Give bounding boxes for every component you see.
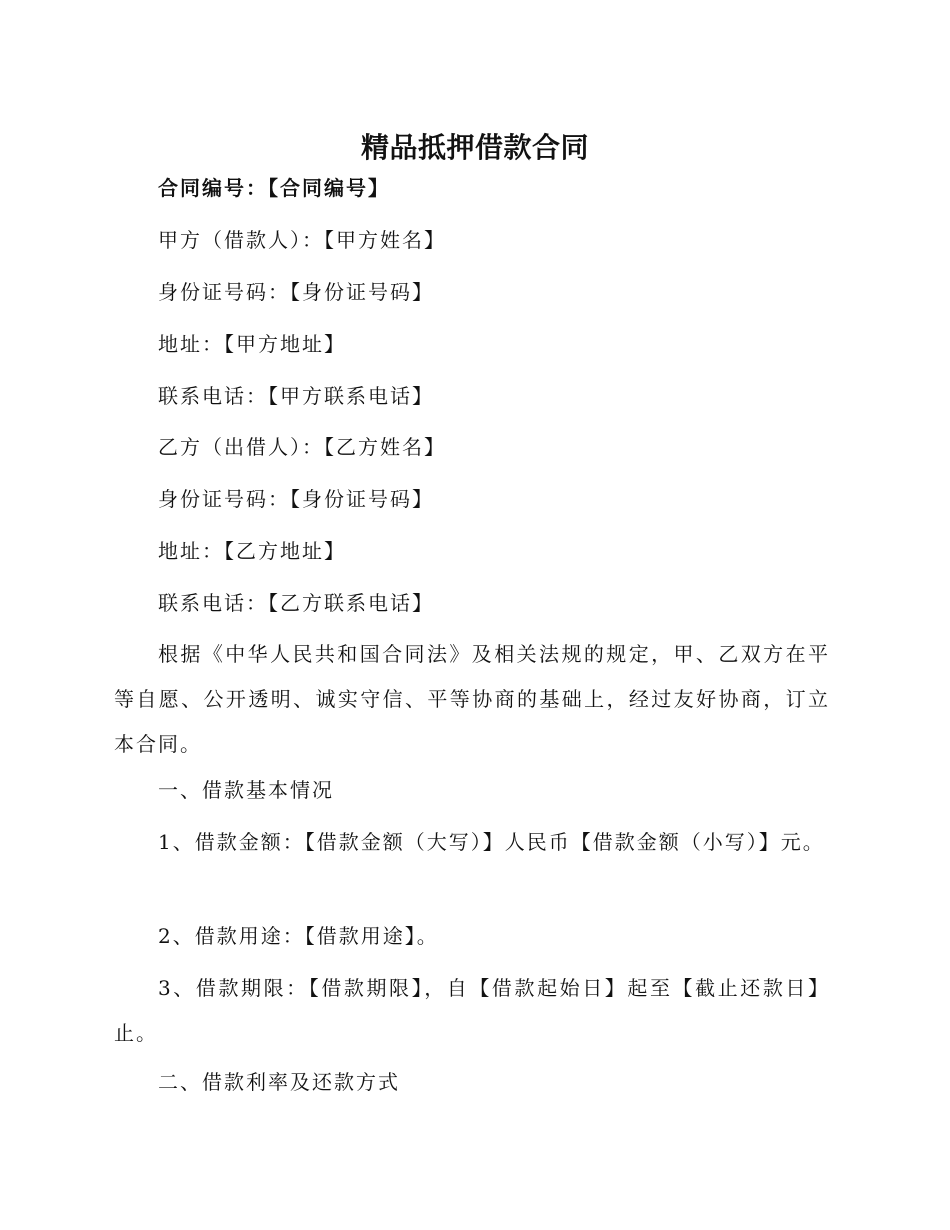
section-1-item-2: 2、借款用途：【借款用途】。 xyxy=(158,924,439,948)
document-title: 精品抵押借款合同 xyxy=(360,131,589,164)
party-b-phone: 联系电话：【乙方联系电话】 xyxy=(158,591,434,615)
section-1-heading: 一、借款基本情况 xyxy=(158,778,334,802)
section-1-item-1: 1、借款金额：【借款金额（大写）】人民币【借款金额（小写）】元。 xyxy=(158,830,825,854)
party-a-address: 地址：【甲方地址】 xyxy=(158,332,346,356)
section-2-heading: 二、借款利率及还款方式 xyxy=(158,1070,400,1094)
preamble-paragraph: 根据《中华人民共和国合同法》及相关法规的规定，甲、乙双方在平等自愿、公开透明、诚实守信、平等协商的基础上，经过友好协商，订立本合同。 xyxy=(114,642,830,756)
party-b-id: 身份证号码：【身份证号码】 xyxy=(158,487,434,511)
contract-number: 合同编号：【合同编号】 xyxy=(158,176,390,200)
party-a-name: 甲方（借款人）：【甲方姓名】 xyxy=(158,228,446,252)
section-1-item-3: 3、借款期限：【借款期限】，自【借款起始日】起至【截止还款日】止。 xyxy=(114,976,830,1045)
party-a-id: 身份证号码：【身份证号码】 xyxy=(158,280,434,304)
party-b-name: 乙方（出借人）：【乙方姓名】 xyxy=(158,435,446,459)
party-b-address: 地址：【乙方地址】 xyxy=(158,539,346,563)
party-a-phone: 联系电话：【甲方联系电话】 xyxy=(158,384,434,408)
